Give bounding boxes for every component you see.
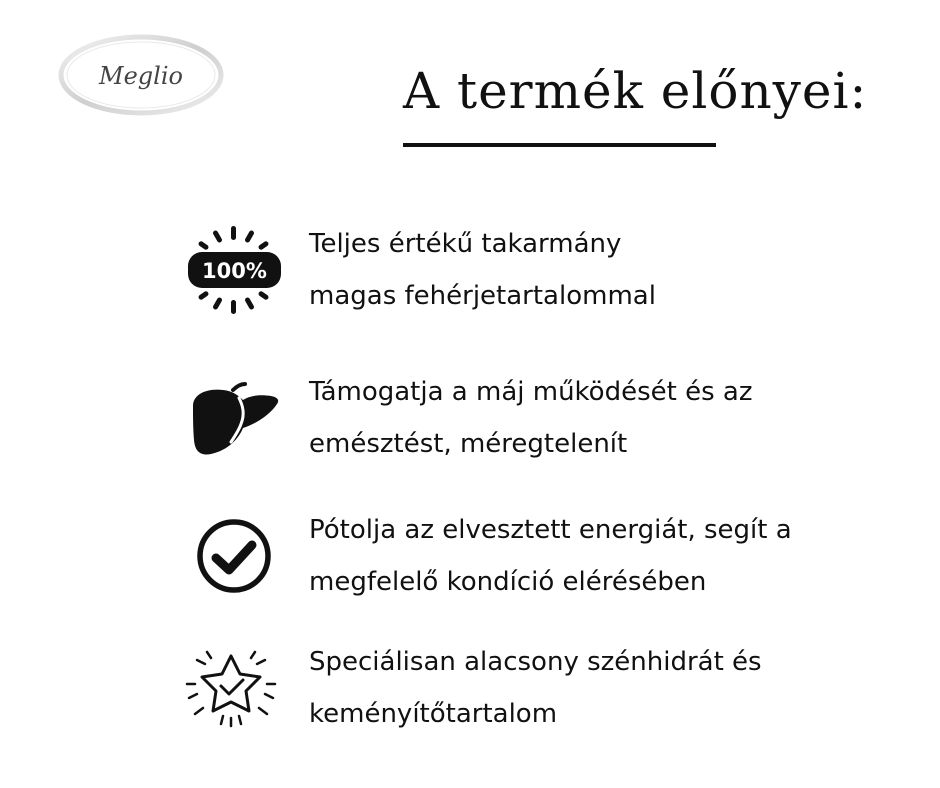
star-check-icon (185, 648, 285, 748)
brand-logo (58, 34, 224, 116)
benefit-line-1: Pótolja az elvesztett energiát, segít a (309, 515, 792, 545)
benefit-line-2: megfelelő kondíció elérésében (309, 567, 707, 597)
benefit-line-1: Teljes értékű takarmány (309, 229, 622, 259)
logo-oval (58, 34, 224, 116)
benefit-text (309, 218, 656, 322)
benefit-line-2: keményítőtartalom (309, 699, 558, 729)
benefit-line-2: emésztést, méregtelenít (309, 429, 628, 459)
benefit-text (309, 504, 792, 608)
benefit-item-energy (0, 504, 940, 604)
benefit-line-2: magas fehérjetartalommal (309, 281, 656, 311)
liver-icon (185, 376, 285, 476)
benefit-text (309, 366, 752, 470)
100-percent-badge-icon (185, 222, 285, 322)
benefit-text (309, 636, 762, 740)
benefit-line-1: Speciálisan alacsony szénhidrát és (309, 647, 762, 677)
benefit-item-protein (0, 218, 940, 318)
check-circle-icon (185, 514, 285, 614)
title-underline (403, 143, 716, 147)
page-title: A termék előnyei: (403, 62, 868, 120)
badge-text: 100% (202, 259, 267, 283)
benefit-line-1: Támogatja a máj működését és az (309, 377, 753, 407)
benefit-item-liver (0, 366, 940, 466)
logo-text: Meglio (99, 62, 183, 90)
benefit-item-low-carb (0, 636, 940, 736)
